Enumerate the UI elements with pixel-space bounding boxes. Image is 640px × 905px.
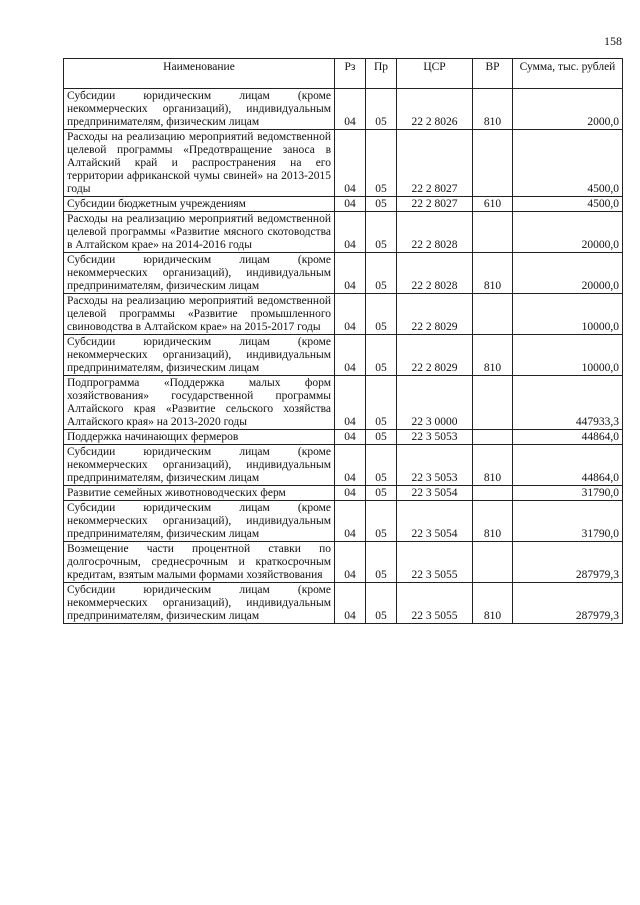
cell-rz: 04 [335,445,366,486]
cell-csr: 22 2 8027 [397,130,473,197]
cell-pr: 05 [366,212,397,253]
cell-pr: 05 [366,376,397,430]
cell-sum: 287979,3 [513,542,623,583]
cell-name: Субсидии юридическим лицам (кроме некоммерческих организаций), индивидуальным предпринимателям, физическим лицам [64,253,335,294]
cell-pr: 05 [366,335,397,376]
cell-sum: 10000,0 [513,335,623,376]
cell-pr: 05 [366,542,397,583]
cell-sum: 4500,0 [513,197,623,212]
cell-vr [473,130,513,197]
cell-sum: 4500,0 [513,130,623,197]
cell-name: Расходы на реализацию мероприятий ведомственной целевой программы «Развитие промышленного свиноводства в Алтайском крае» на 2015-2017 годы [64,294,335,335]
table-row [64,335,623,376]
header-pr: Пр [366,59,397,89]
cell-vr [473,212,513,253]
cell-vr: 610 [473,197,513,212]
header-rz: Рз [335,59,366,89]
cell-vr: 810 [473,583,513,624]
cell-pr: 05 [366,294,397,335]
cell-vr: 810 [473,501,513,542]
cell-pr: 05 [366,486,397,501]
table-row [64,294,623,335]
cell-csr: 22 3 0000 [397,376,473,430]
cell-vr: 810 [473,335,513,376]
cell-csr: 22 3 5055 [397,542,473,583]
cell-pr: 05 [366,501,397,542]
table-row [64,430,623,445]
cell-pr: 05 [366,583,397,624]
cell-rz: 04 [335,89,366,130]
cell-vr: 810 [473,253,513,294]
cell-pr: 05 [366,130,397,197]
cell-vr: 810 [473,89,513,130]
header-csr: ЦСР [397,59,473,89]
table-row [64,212,623,253]
table-row [64,486,623,501]
cell-sum: 44864,0 [513,430,623,445]
table-row [64,501,623,542]
cell-csr: 22 3 5053 [397,445,473,486]
cell-name: Возмещение части процентной ставки по долгосрочным, среднесрочным и краткосрочным кредитам, взятым малыми формами хозяйствования [64,542,335,583]
cell-rz: 04 [335,294,366,335]
table-row [64,197,623,212]
cell-vr [473,542,513,583]
table-row [64,583,623,624]
cell-csr: 22 2 8028 [397,253,473,294]
cell-name: Поддержка начинающих фермеров [64,430,335,445]
cell-rz: 04 [335,486,366,501]
cell-sum: 31790,0 [513,486,623,501]
cell-name: Субсидии юридическим лицам (кроме некоммерческих организаций), индивидуальным предпринимателям, физическим лицам [64,89,335,130]
cell-pr: 05 [366,430,397,445]
cell-csr: 22 2 8029 [397,294,473,335]
cell-name: Субсидии юридическим лицам (кроме некоммерческих организаций), индивидуальным предпринимателям, физическим лицам [64,335,335,376]
table-row [64,253,623,294]
header-vr: ВР [473,59,513,89]
cell-name: Субсидии бюджетным учреждениям [64,197,335,212]
cell-sum: 10000,0 [513,294,623,335]
header-name: Наименование [64,59,335,89]
cell-sum: 447933,3 [513,376,623,430]
budget-table [63,58,623,624]
cell-vr [473,486,513,501]
cell-pr: 05 [366,89,397,130]
header-sum: Сумма, тыс. рублей [513,59,623,89]
cell-sum: 20000,0 [513,253,623,294]
cell-sum: 44864,0 [513,445,623,486]
cell-rz: 04 [335,501,366,542]
cell-csr: 22 2 8026 [397,89,473,130]
cell-vr [473,376,513,430]
cell-vr: 810 [473,445,513,486]
cell-csr: 22 3 5054 [397,486,473,501]
cell-csr: 22 2 8029 [397,335,473,376]
table-row [64,445,623,486]
cell-name: Развитие семейных животноводческих ферм [64,486,335,501]
cell-csr: 22 3 5055 [397,583,473,624]
cell-rz: 04 [335,253,366,294]
cell-rz: 04 [335,197,366,212]
table-row [64,542,623,583]
table-row [64,130,623,197]
cell-rz: 04 [335,542,366,583]
cell-name: Субсидии юридическим лицам (кроме некоммерческих организаций), индивидуальным предпринимателям, физическим лицам [64,445,335,486]
table-row [64,376,623,430]
table-body [64,89,623,624]
page-number: 158 [604,34,622,48]
cell-name: Субсидии юридическим лицам (кроме некоммерческих организаций), индивидуальным предпринимателям, физическим лицам [64,501,335,542]
cell-rz: 04 [335,583,366,624]
cell-csr: 22 2 8028 [397,212,473,253]
cell-sum: 31790,0 [513,501,623,542]
cell-name: Расходы на реализацию мероприятий ведомственной целевой программы «Развитие мясного скотоводства в Алтайском крае» на 2014-2016 годы [64,212,335,253]
cell-rz: 04 [335,212,366,253]
cell-pr: 05 [366,445,397,486]
cell-pr: 05 [366,197,397,212]
cell-csr: 22 2 8027 [397,197,473,212]
cell-rz: 04 [335,335,366,376]
cell-sum: 2000,0 [513,89,623,130]
cell-vr [473,430,513,445]
cell-vr [473,294,513,335]
cell-rz: 04 [335,376,366,430]
table-row [64,89,623,130]
cell-rz: 04 [335,130,366,197]
cell-name: Расходы на реализацию мероприятий ведомственной целевой программы «Предотвращение заноса в Алтайский край и распространения на его территории африканской чумы свиней» на 2013-2015 годы [64,130,335,197]
cell-sum: 287979,3 [513,583,623,624]
table-header-row [64,59,623,89]
cell-sum: 20000,0 [513,212,623,253]
cell-csr: 22 3 5053 [397,430,473,445]
cell-pr: 05 [366,253,397,294]
cell-rz: 04 [335,430,366,445]
cell-csr: 22 3 5054 [397,501,473,542]
cell-name: Субсидии юридическим лицам (кроме некоммерческих организаций), индивидуальным предпринимателям, физическим лицам [64,583,335,624]
cell-name: Подпрограмма «Поддержка малых форм хозяйствования» государственной программы Алтайского края «Развитие сельского хозяйства Алтайского края» на 2013-2020 годы [64,376,335,430]
